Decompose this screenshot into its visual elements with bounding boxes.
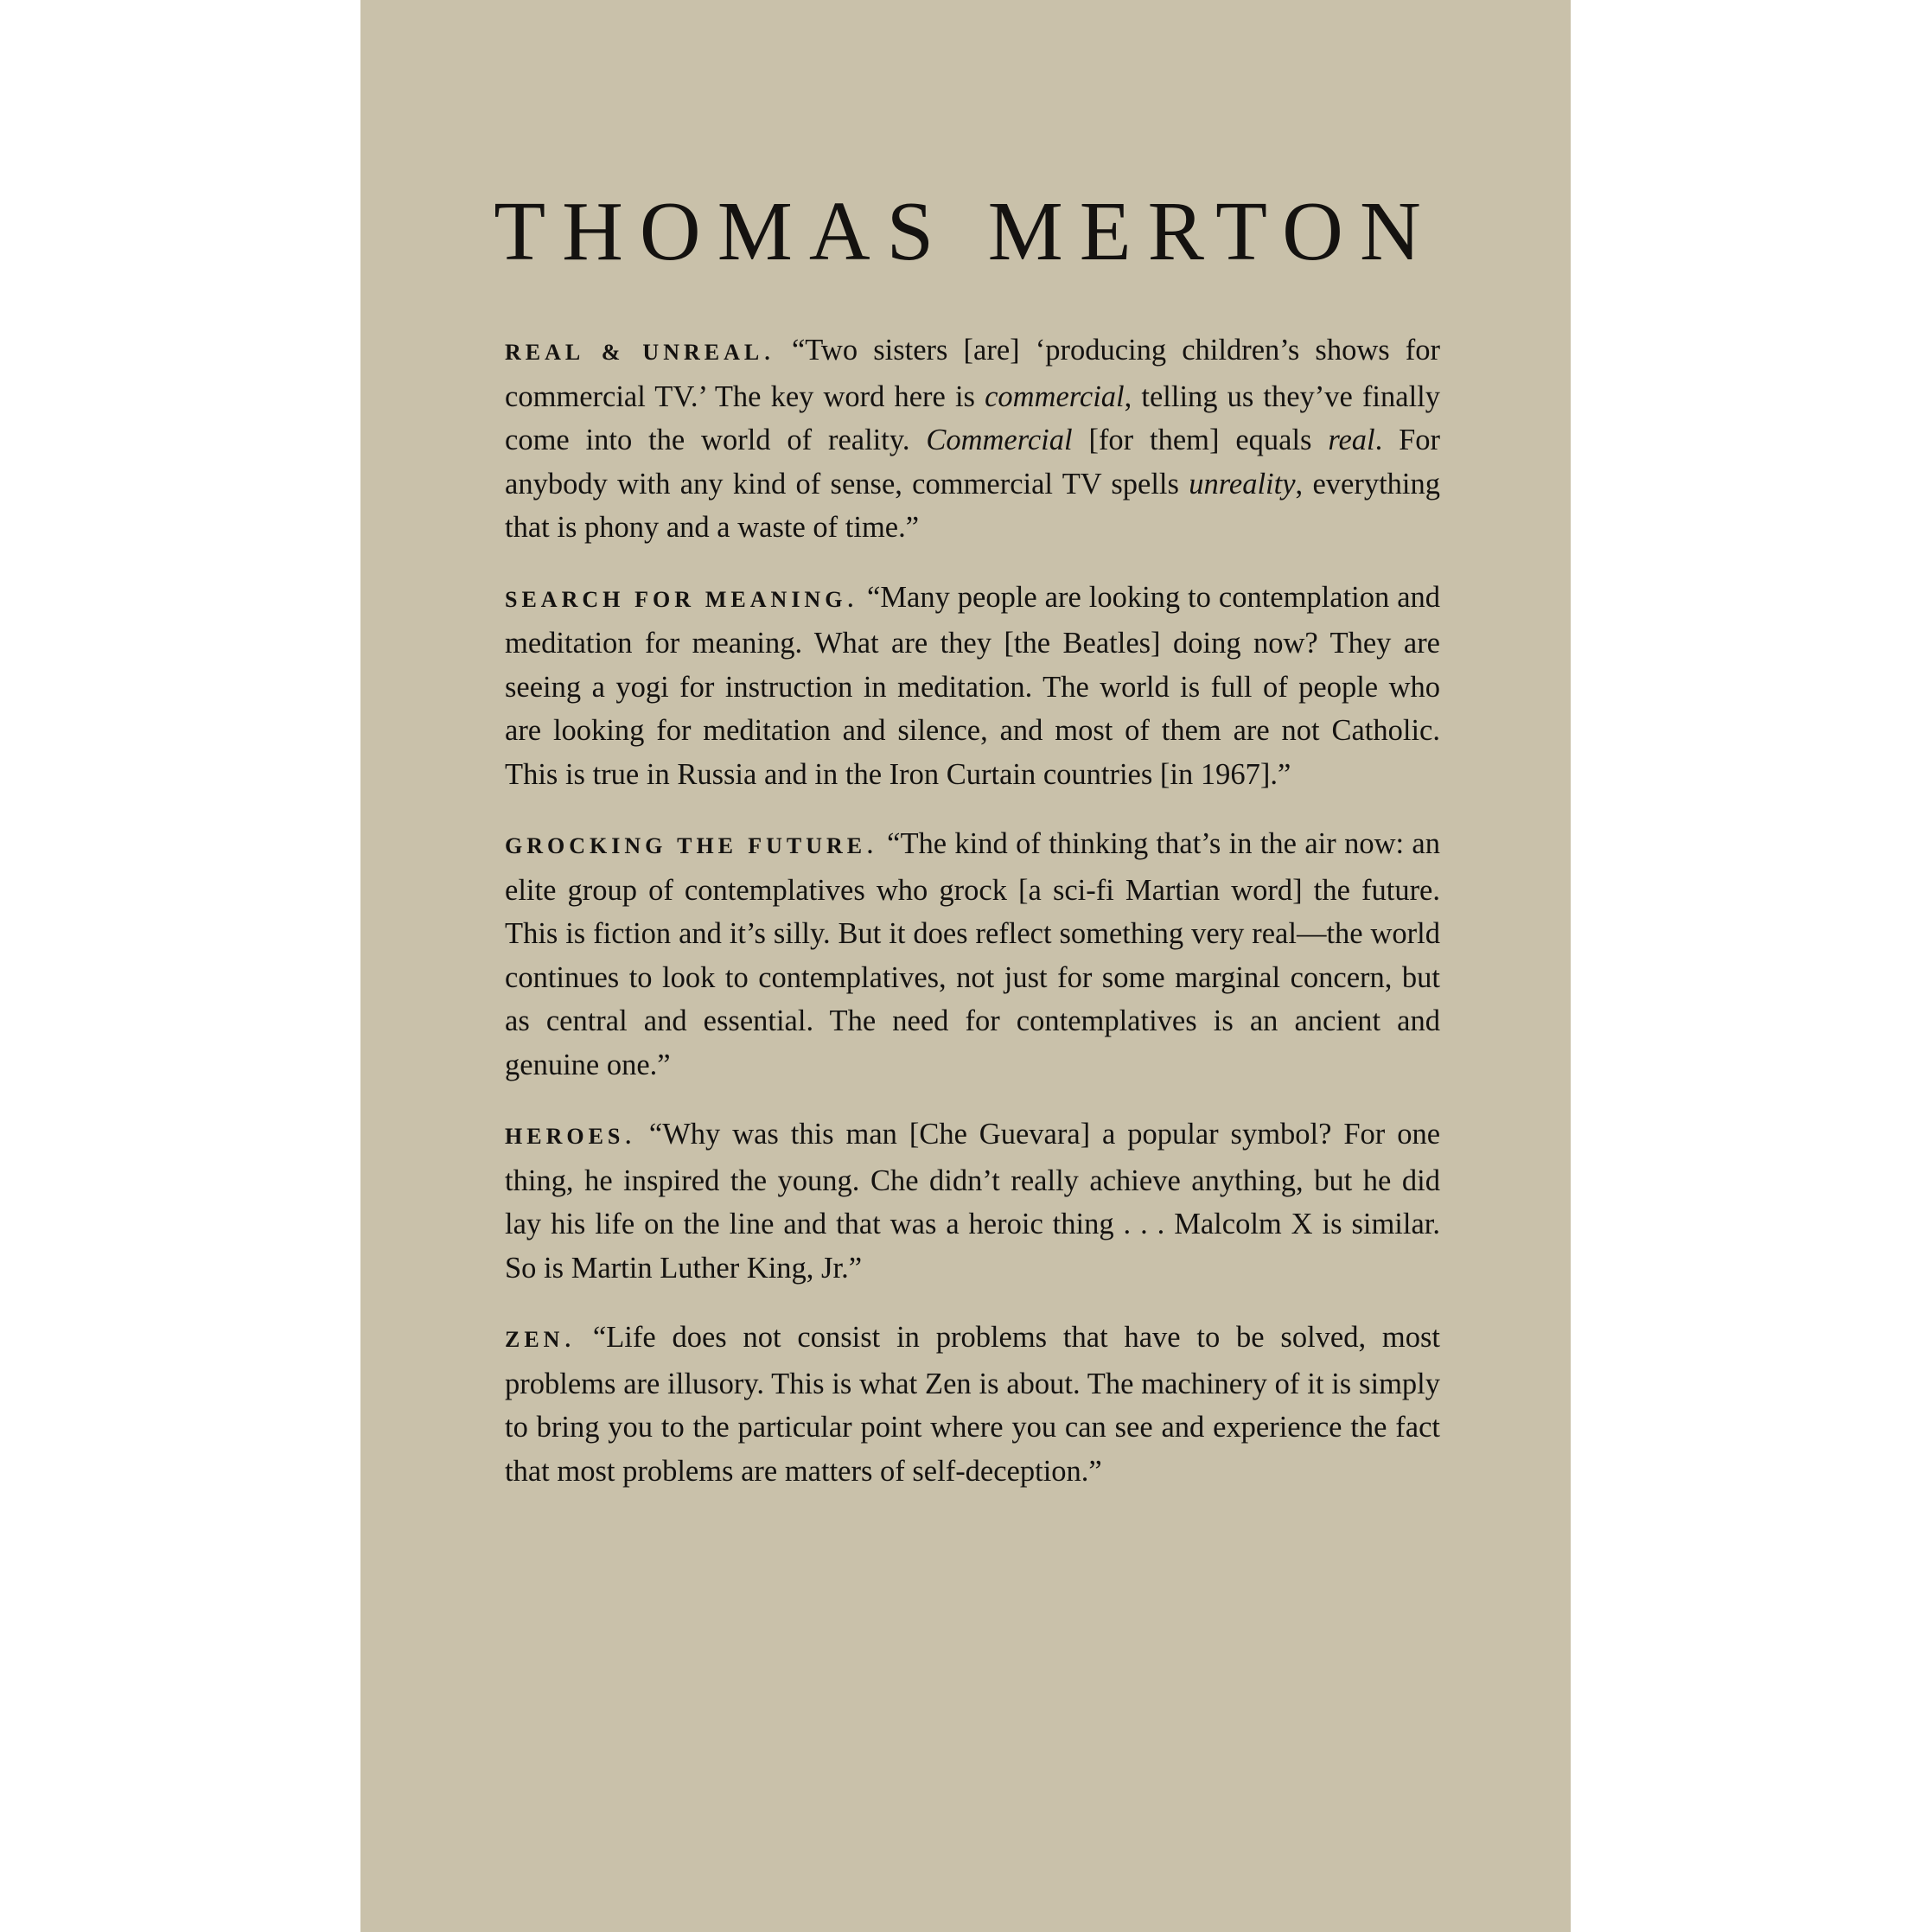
quote-text: “Two sisters [are] ‘producing children’s shows for commercial TV.’ The key word here is xyxy=(505,334,1440,413)
quote-heading: HEROES xyxy=(505,1124,625,1149)
quote-heading: REAL & UNREAL xyxy=(505,340,764,365)
quote-text: “Why was this man [Che Guevara] a popular symbol? For one thing, he inspired the young. Che didn’t really achieve anything, but he did lay his life on the line and that was a heroic thing . . . Malcolm X is similar. So is Martin Luther King, Jr.” xyxy=(505,1118,1441,1285)
quote-heading: SEARCH FOR MEANING xyxy=(505,586,847,612)
heading-period: . xyxy=(763,334,771,367)
quote-heading: ZEN xyxy=(505,1327,564,1352)
quote-text: , telling us they’ve finally come into the world of reality. xyxy=(505,379,1440,456)
quote-emphasis: real xyxy=(1328,424,1375,456)
quote-entry xyxy=(505,822,1440,1087)
quote-text: “The kind of thinking that’s in the air now: an elite group of contemplatives who grock [a sci-fi Martian word] the future. This is fiction and it’s silly. But it does reflect something very real—the world continues to look to contemplatives, not just for some marginal concern, but as central and essential. The need for contemplatives is an ancient and genuine one.” xyxy=(505,827,1440,1081)
quote-text: . For anybody with any kind of sense, commercial TV spells xyxy=(505,424,1441,501)
quote-entry xyxy=(505,1113,1440,1290)
heading-period: . xyxy=(846,580,855,614)
quote-emphasis: Commercial xyxy=(926,424,1073,456)
quote-text: , everything that is phony and a waste of time.” xyxy=(505,467,1440,544)
heading-period: . xyxy=(564,1321,572,1354)
quote-entry xyxy=(505,1316,1440,1493)
heading-period: . xyxy=(624,1118,632,1151)
quote-heading: GROCKING THE FUTURE xyxy=(505,833,867,858)
quote-text: [for them] equals xyxy=(1072,424,1329,456)
quote-text: “Life does not consist in problems that have to be solved, most problems are illusory. This is what Zen is about. The machinery of it is simply to bring you to the particular point where you can see and experience the fact that most problems are matters of self-deception.” xyxy=(505,1321,1441,1488)
quote-entry xyxy=(505,576,1440,797)
quote-entry xyxy=(505,328,1440,550)
quote-emphasis: unreality xyxy=(1189,467,1296,501)
book-back-cover xyxy=(360,0,1571,1932)
quote-emphasis: commercial xyxy=(985,379,1125,413)
heading-period: . xyxy=(866,827,874,860)
author-name: THOMAS MERTON xyxy=(494,185,1438,278)
quote-list xyxy=(505,328,1440,1519)
quote-text: “Many people are looking to contemplation and meditation for meaning. What are they [the Beatles] doing now? They are seeing a yogi for instruction in meditation. The world is full of people who are looking for meditation and silence, and most of them are not Catholic. This is true in Russia and in the Iron Curtain countries [in 1967].” xyxy=(505,580,1441,791)
